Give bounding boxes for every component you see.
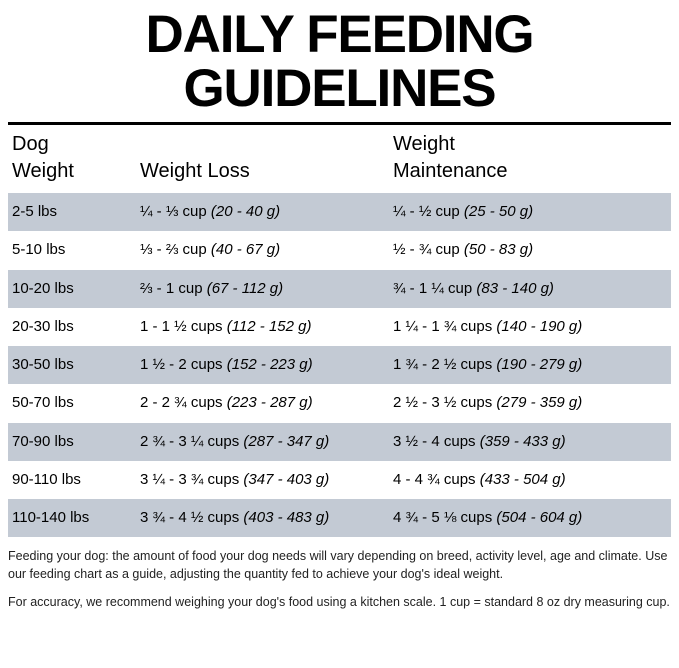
cell-weight-loss-grams: (287 - 347 g) — [243, 432, 330, 450]
cell-dog-weight: 20-30 lbs — [8, 308, 136, 346]
cell-weight-maintenance — [389, 308, 671, 346]
column-header-dog-weight — [8, 125, 136, 193]
cell-weight-loss-grams: (347 - 403 g) — [243, 470, 330, 488]
cell-weight-maintenance-cups: 3 ½ - 4 cups — [393, 432, 480, 450]
cell-weight-maintenance-cups: 4 - 4 ¾ cups — [393, 470, 480, 488]
cell-weight-loss — [136, 384, 389, 422]
cell-weight-maintenance-grams: (433 - 504 g) — [479, 470, 566, 488]
cell-weight-maintenance-grams: (83 - 140 g) — [476, 279, 554, 297]
cell-weight-maintenance-cups: 1 ¾ - 2 ½ cups — [393, 356, 497, 374]
cell-weight-maintenance-grams: (504 - 604 g) — [496, 509, 583, 527]
cell-weight-loss-cups: 2 - 2 ¾ cups — [140, 394, 227, 412]
cell-dog-weight: 2-5 lbs — [8, 193, 136, 231]
footer-notes — [8, 547, 671, 610]
cell-weight-loss — [136, 423, 389, 461]
cell-weight-loss-grams: (20 - 40 g) — [210, 203, 281, 221]
table-row — [8, 308, 671, 346]
cell-weight-loss — [136, 308, 389, 346]
table-row — [8, 423, 671, 461]
cell-weight-maintenance — [389, 270, 671, 308]
table-row — [8, 270, 671, 308]
cell-weight-maintenance — [389, 346, 671, 384]
footer-note-1: Feeding your dog: the amount of food your dog needs will vary depending on breed, activity level, age and climate. Use our feeding chart as a guide, adjusting the quantity fed to achieve your dog's ideal weight. — [8, 549, 668, 582]
cell-weight-loss-grams: (40 - 67 g) — [210, 241, 281, 259]
table-row — [8, 384, 671, 422]
cell-weight-loss-cups: ⅔ - 1 cup — [140, 279, 207, 297]
table-header-row — [8, 125, 671, 193]
column-header-weight-maintenance — [389, 125, 671, 193]
cell-weight-loss — [136, 270, 389, 308]
column-header-weight-maintenance-line1: Weight — [393, 133, 455, 156]
cell-weight-maintenance-grams: (359 - 433 g) — [479, 432, 566, 450]
cell-weight-loss — [136, 346, 389, 384]
cell-weight-loss-cups: 1 - 1 ½ cups — [140, 317, 227, 335]
cell-dog-weight: 70-90 lbs — [8, 423, 136, 461]
cell-dog-weight: 5-10 lbs — [8, 231, 136, 269]
cell-dog-weight: 50-70 lbs — [8, 384, 136, 422]
cell-weight-loss — [136, 499, 389, 537]
cell-weight-loss-cups: 3 ¾ - 4 ½ cups — [140, 509, 244, 527]
cell-weight-loss — [136, 231, 389, 269]
cell-weight-maintenance — [389, 461, 671, 499]
cell-weight-maintenance — [389, 499, 671, 537]
cell-weight-maintenance — [389, 384, 671, 422]
column-header-weight-loss — [136, 125, 389, 193]
column-header-dog-weight-line1: Dog — [12, 133, 49, 156]
cell-weight-loss-grams: (152 - 223 g) — [226, 356, 313, 374]
column-header-weight-maintenance-line2: Maintenance — [393, 160, 508, 183]
feeding-table-body — [8, 193, 671, 537]
page-title — [0, 0, 679, 119]
cell-weight-loss-cups: 2 ¾ - 3 ¼ cups — [140, 432, 244, 450]
cell-weight-loss-grams: (112 - 152 g) — [226, 317, 312, 335]
cell-weight-loss-cups: 3 ¼ - 3 ¾ cups — [140, 470, 244, 488]
cell-weight-maintenance-cups: 2 ½ - 3 ½ cups — [393, 394, 497, 412]
cell-weight-loss — [136, 461, 389, 499]
cell-weight-maintenance-cups: ¼ - ½ cup — [393, 203, 464, 221]
footer-note-2: For accuracy, we recommend weighing your dog's food using a kitchen scale. 1 cup = standard 8 oz dry measuring cup. — [8, 594, 670, 609]
cell-weight-loss-grams: (403 - 483 g) — [243, 509, 330, 527]
column-header-dog-weight-line2: Weight — [12, 160, 74, 183]
table-row — [8, 499, 671, 537]
cell-weight-maintenance-grams: (279 - 359 g) — [496, 394, 583, 412]
cell-dog-weight: 10-20 lbs — [8, 270, 136, 308]
cell-weight-loss-cups: 1 ½ - 2 cups — [140, 356, 227, 374]
title-line-1: DAILY FEEDING — [145, 5, 534, 64]
table-row — [8, 193, 671, 231]
cell-weight-maintenance-grams: (190 - 279 g) — [496, 356, 583, 374]
title-line-2: GUIDELINES — [183, 59, 496, 119]
cell-weight-maintenance — [389, 423, 671, 461]
cell-weight-maintenance — [389, 193, 671, 231]
cell-dog-weight: 90-110 lbs — [8, 461, 136, 499]
cell-weight-maintenance-grams: (25 - 50 g) — [463, 203, 534, 221]
cell-weight-loss-grams: (223 - 287 g) — [226, 394, 313, 412]
cell-weight-maintenance-grams: (50 - 83 g) — [463, 241, 534, 259]
cell-dog-weight: 30-50 lbs — [8, 346, 136, 384]
cell-weight-loss-cups: ¼ - ⅓ cup — [140, 203, 211, 221]
table-row — [8, 231, 671, 269]
cell-weight-loss — [136, 193, 389, 231]
cell-weight-maintenance-cups: 1 ¼ - 1 ¾ cups — [393, 317, 497, 335]
cell-weight-maintenance-cups: ¾ - 1 ¼ cup — [393, 279, 477, 297]
table-row — [8, 461, 671, 499]
table-row — [8, 346, 671, 384]
cell-weight-maintenance-cups: ½ - ¾ cup — [393, 241, 464, 259]
cell-dog-weight: 110-140 lbs — [8, 499, 136, 537]
cell-weight-maintenance-cups: 4 ¾ - 5 ⅛ cups — [393, 509, 497, 527]
cell-weight-loss-cups: ⅓ - ⅔ cup — [140, 241, 211, 259]
feeding-table — [8, 125, 671, 537]
cell-weight-maintenance — [389, 231, 671, 269]
column-header-weight-loss-line2: Weight Loss — [140, 160, 250, 183]
cell-weight-maintenance-grams: (140 - 190 g) — [496, 317, 583, 335]
cell-weight-loss-grams: (67 - 112 g) — [206, 279, 284, 297]
